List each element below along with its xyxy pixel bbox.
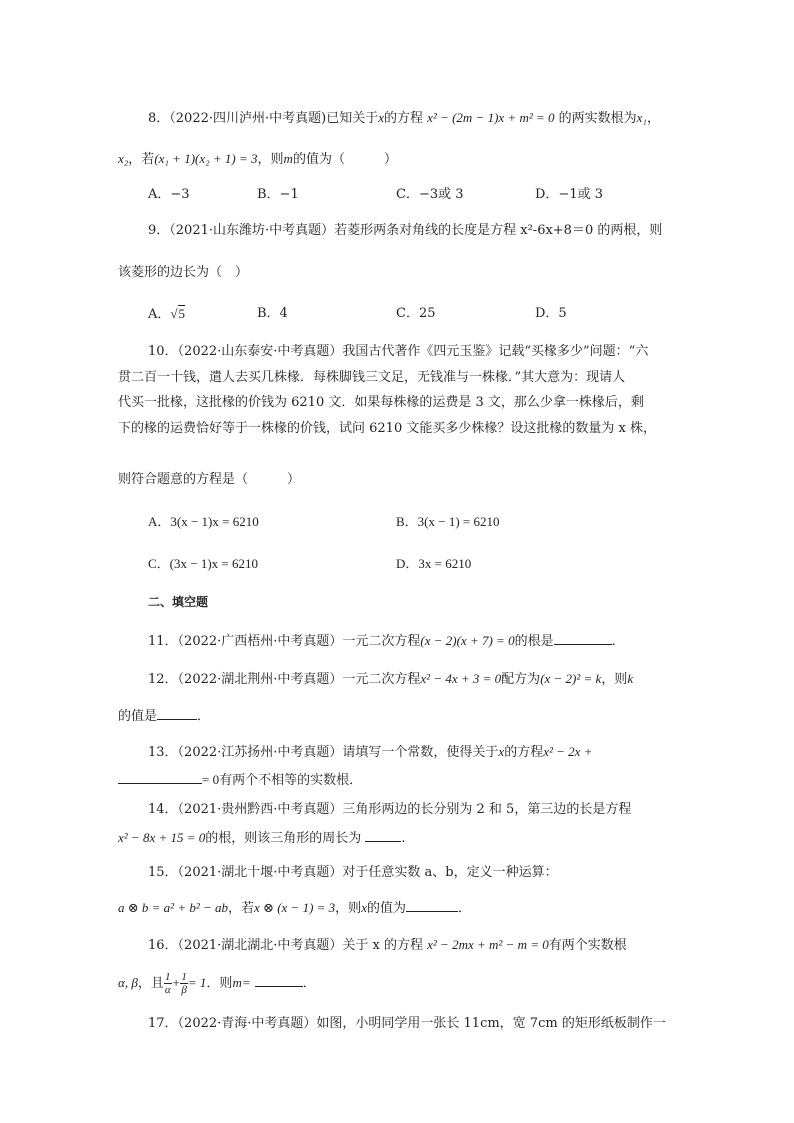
section-title-fill-in: 二、填空题 [148,595,209,609]
q10-option-c[interactable]: C．(3x − 1)x = 6210 [148,556,258,571]
sqrt-symbol: √ [170,306,178,321]
q16-frac-den: α [164,984,171,996]
q15-operation-def: a ⊗ b = a² + b² − ab [118,900,229,915]
q8-text: 的方程 [383,111,423,126]
q9-option-d[interactable]: D．5 [535,306,567,321]
q9-option-c[interactable]: C．25 [396,306,436,321]
q14-line1: 14．（2021·贵州黔西·中考真题）三角形两边的长分别为 2 和 5，第三边的长是方程 [148,802,632,817]
q13-var-x: x [498,744,505,759]
q13-text: 的方程 [504,745,544,760]
q11-line [148,632,625,651]
q12-text: ． [197,709,211,724]
q8-option-a[interactable]: A．−3 [148,187,190,202]
q8-text: 8．（2022·四川泸州·中考真题)已知关于 [148,111,379,126]
q13-text: = 0有两个不相等的实数根． [202,772,363,787]
q10-option-a[interactable]: A．3(x − 1)x = 6210 [148,514,259,529]
q15-line2 [118,899,471,918]
q12-text: 的值是 [118,709,158,724]
q16-text: 16．（2021·湖北湖北·中考真题）关于 x 的方程 [148,938,423,953]
q16-plus: + [171,975,181,990]
q12-text: ，则 [601,672,628,687]
q12-var-k: k [627,671,634,686]
q8-text: 的值为（ ） [292,152,397,167]
q15-text: 的值为 [366,901,406,916]
q13-answer-blank[interactable] [118,771,202,784]
q8-option-b[interactable]: B．−1 [257,187,299,202]
q16-frac-num: 1 [181,971,187,983]
q10-option-b[interactable]: B．3(x − 1) = 6210 [396,514,500,529]
q9-option-a-radicand: 5 [178,306,186,321]
q8-root-x1: x₁ [636,110,647,125]
q8-root-x2: x₂ [118,151,129,166]
q13-text: 13．（2022·江苏扬州·中考真题）请填写一个常数，使得关于 [148,745,499,760]
q15-line1: 15．（2021·湖北十堰·中考真题）对于任意实数 a、b，定义一种运算： [148,865,558,880]
q15-text: ，则 [335,901,362,916]
q13-line2 [118,771,362,790]
q16-condition: = 1 [187,975,207,990]
q10-line1: 10．（2022·山东泰安·中考真题）我国古代著作《四元玉鉴》记载“买椽多少”问题：“六 [148,344,649,359]
q14-equation: x² − 8x + 15 = 0 [118,830,206,845]
q14-line2 [118,829,406,848]
q8-var-x: x [378,110,384,125]
q12-line1 [148,670,633,689]
q11-text: 11．（2022·广西梧州·中考真题）一元二次方程 [148,634,421,649]
q16-answer-blank[interactable] [255,974,303,987]
q11-text: ． [611,634,625,649]
q8-text: ，则 [257,152,284,167]
q16-text: 有两个实数根 [548,938,627,953]
q9-option-b[interactable]: B．4 [257,306,288,321]
q8-option-d[interactable]: D．−1或 3 [535,187,603,202]
q12-completed-square: (x − 2)² = k [540,671,602,686]
q14-answer-blank[interactable] [365,829,401,842]
q11-text: 的根是 [514,634,554,649]
q8-line1 [148,109,660,128]
q10-line2: 贯二百一十钱，遣人去买几株椽．每株脚钱三文足，无钱准与一株椽．”其大意为：现请人 [118,370,626,385]
q12-equation: x² − 4x + 3 = 0 [420,671,502,686]
q15-text: ，若 [228,901,255,916]
q10-line4: 下的椽的运费恰好等于一株椽的价钱，试问 6210 文能买多少株椽？设这批椽的数量为 x 株， [118,421,656,436]
q16-text: ，且 [137,976,164,991]
q17-line1: 17．（2022·青海·中考真题）如图，小明同学用一张长 11cm，宽 7cm 的矩形纸板制作一 [148,1016,666,1031]
q12-line2 [118,707,210,726]
q15-condition: x ⊗ (x − 1) = 3 [254,900,336,915]
q12-text: 12．（2022·湖北荆州·中考真题）一元二次方程 [148,672,421,687]
q14-text: . [401,831,406,846]
q8-equation: x² − (2m − 1)x + m² = 0 [427,110,555,125]
q16-frac-beta [180,971,188,996]
q13-equation: x² − 2x + [543,744,593,759]
q14-text: 的根，则该三角形的周长为 [205,831,362,846]
q16-equation: x² − 2mx + m² − m = 0 [427,937,549,952]
q16-roots: α, β [118,975,138,990]
q11-answer-blank[interactable] [554,632,612,645]
q9-line1: 9．（2021·山东潍坊·中考真题）若菱形两条对角线的长度是方程 x²-6x+8＝0 的两根，则 [148,223,663,238]
q8-line2 [118,150,397,169]
q10-line3: 代买一批椽，这批椽的价钱为 6210 文．如果每株椽的运费是 3 文，那么少拿一株椽后，剩 [118,395,644,410]
q10-line5: 则符合题意的方程是（ ） [118,472,301,487]
q16-line2 [118,968,316,999]
q9-option-a[interactable] [148,305,185,324]
q12-text: 配方为 [501,672,541,687]
q16-frac-den: β [181,984,187,996]
q15-text: ． [457,901,471,916]
q10-option-d[interactable]: D．3x = 6210 [396,556,472,571]
q16-line1 [148,936,627,955]
q8-option-c[interactable]: C．−3或 3 [396,187,464,202]
q11-equation: (x − 2)(x + 7) = 0 [420,633,515,648]
q16-frac-num: 1 [164,971,171,983]
q16-frac-alpha [164,971,172,996]
q16-var-m: m [232,975,242,990]
q12-answer-blank[interactable] [157,707,197,720]
q9-option-a-label: A． [148,307,171,322]
q8-text: 的两实数根为 [558,111,637,126]
q8-text: ， [646,111,660,126]
q9-line2: 该菱形的边长为（ ） [118,265,249,280]
q15-var-x: x [361,900,367,915]
q15-answer-blank[interactable] [406,899,458,912]
q8-text: ，若 [128,152,155,167]
q8-var-m: m [283,151,293,166]
q8-condition: (x₁ + 1)(x₂ + 1) = 3 [154,151,258,166]
q16-text: ． [302,976,316,991]
q16-equals: = [241,975,251,990]
q13-line1 [148,743,592,762]
q16-text: ．则 [206,976,233,991]
